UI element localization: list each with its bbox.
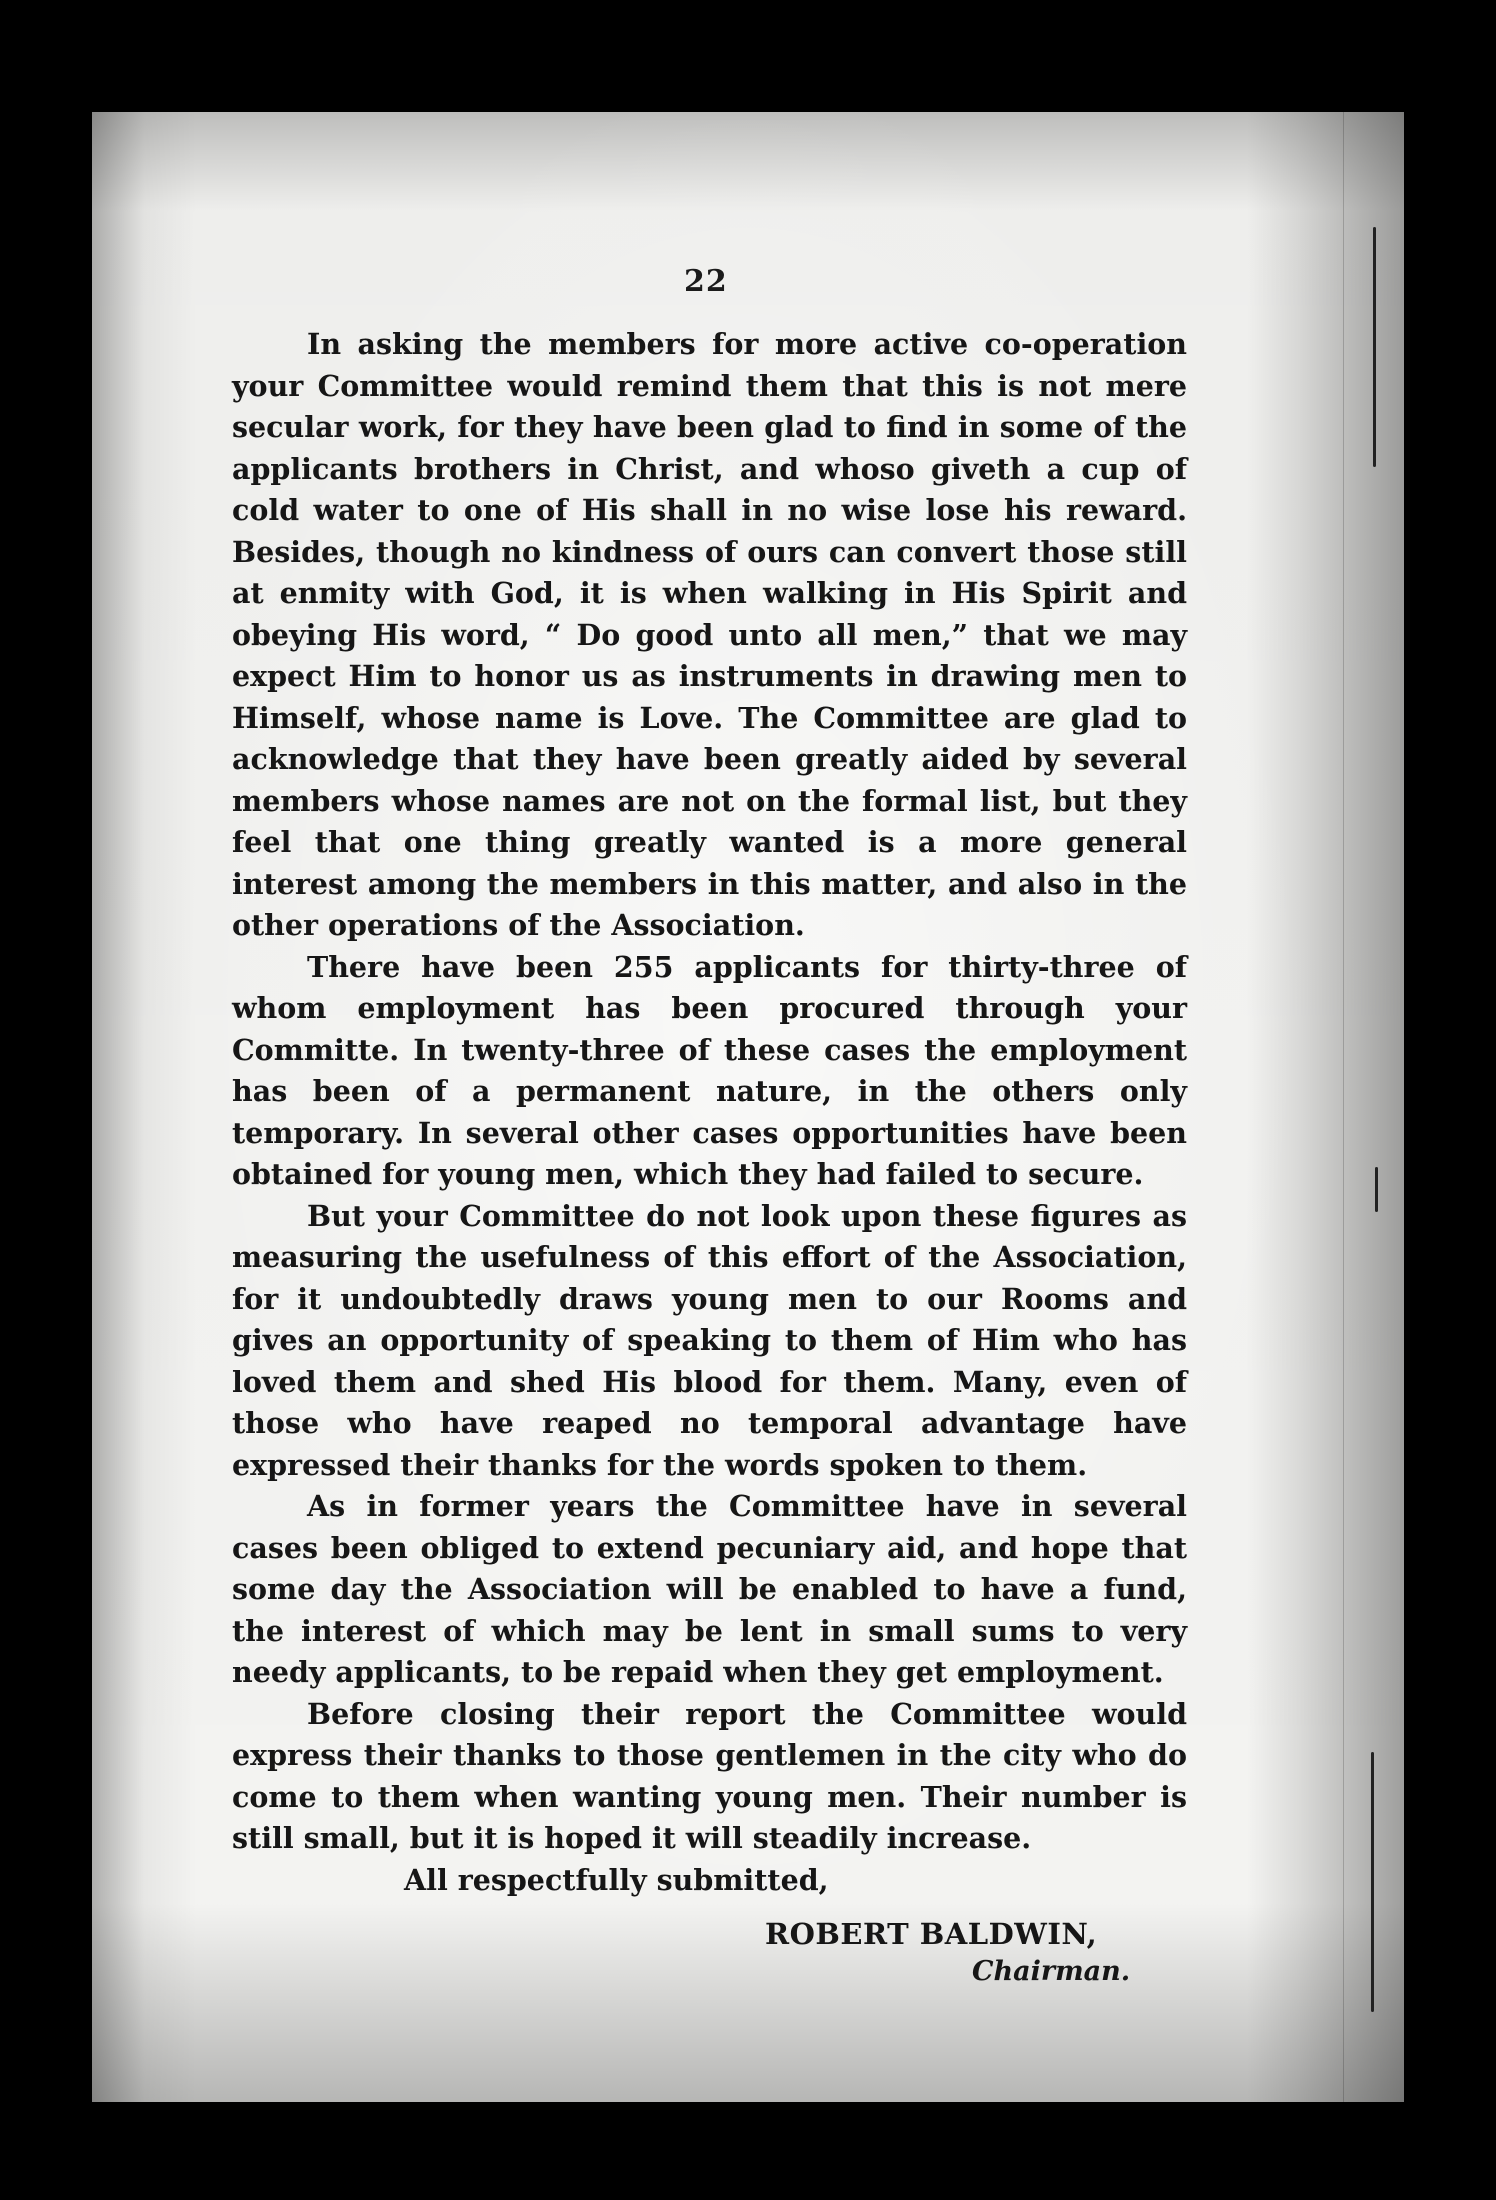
body-text <box>232 324 1187 1991</box>
paragraph: Before closing their report the Committee would express their thanks to those gentlemen in the city who do come to them when wanting young men. Their number is still small, but it is hoped it will steadily increase. <box>232 1696 1187 1855</box>
paragraph: As in former years the Committee have in several cases been obliged to extend pecuniary aid, and hope that some day the Association will be enabled to have a fund, the interest of which may be lent in small sums to very needy applicants, to be repaid when they get employment. <box>232 1489 1187 1689</box>
signature-title: Chairman. <box>972 1956 1131 1987</box>
signature-name: ROBERT BALDWIN, <box>765 1917 1098 1951</box>
document-page <box>92 112 1404 2102</box>
paragraph: But your Committee do not look upon these figures as measuring the usefulness of this effort of the Association, for it undoubtedly draws young men to our Rooms and gives an opportunity of speaking to them of Him who has loved them and shed His blood for them. Many, even of those who have reaped no temporal advantage have expressed their thanks for the words spoken to them. <box>232 1198 1187 1482</box>
margin-mark <box>1375 1167 1378 1212</box>
page-fold-line <box>1343 112 1344 2102</box>
paragraph: There have been 255 applicants for thirty-three of whom employment has been procured through your Committe. In twenty-three of these cases the employment has been of a permanent nature, in the others only temporary. In several other cases opportunities have been obtained for young men, which they had failed to secure. <box>232 949 1187 1191</box>
margin-mark <box>1373 227 1376 467</box>
paragraph: In asking the members for more active co-operation your Committee would remind them that this is not mere secular work, for they have been glad to find in some of the applicants brothers in Christ, and whoso giveth a cup of cold water to one of His shall in no wise lose his reward. Besides, though no kindness of ours can convert those still at enmity with God, it is when walking in His Spirit and obeying His word, “ Do good unto all men,” that we may expect Him to honor us as instruments in drawing men to Himself, whose name is Love. The Committee are glad to acknowledge that they have been greatly aided by several members whose names are not on the formal list, but they feel that one thing greatly wanted is a more general interest among the members in this matter, and also in the other operations of the Association. <box>232 327 1187 942</box>
closing-line: All respectfully submitted, <box>404 1862 829 1897</box>
page-number: 22 <box>684 264 728 299</box>
margin-mark <box>1371 1752 1374 2012</box>
